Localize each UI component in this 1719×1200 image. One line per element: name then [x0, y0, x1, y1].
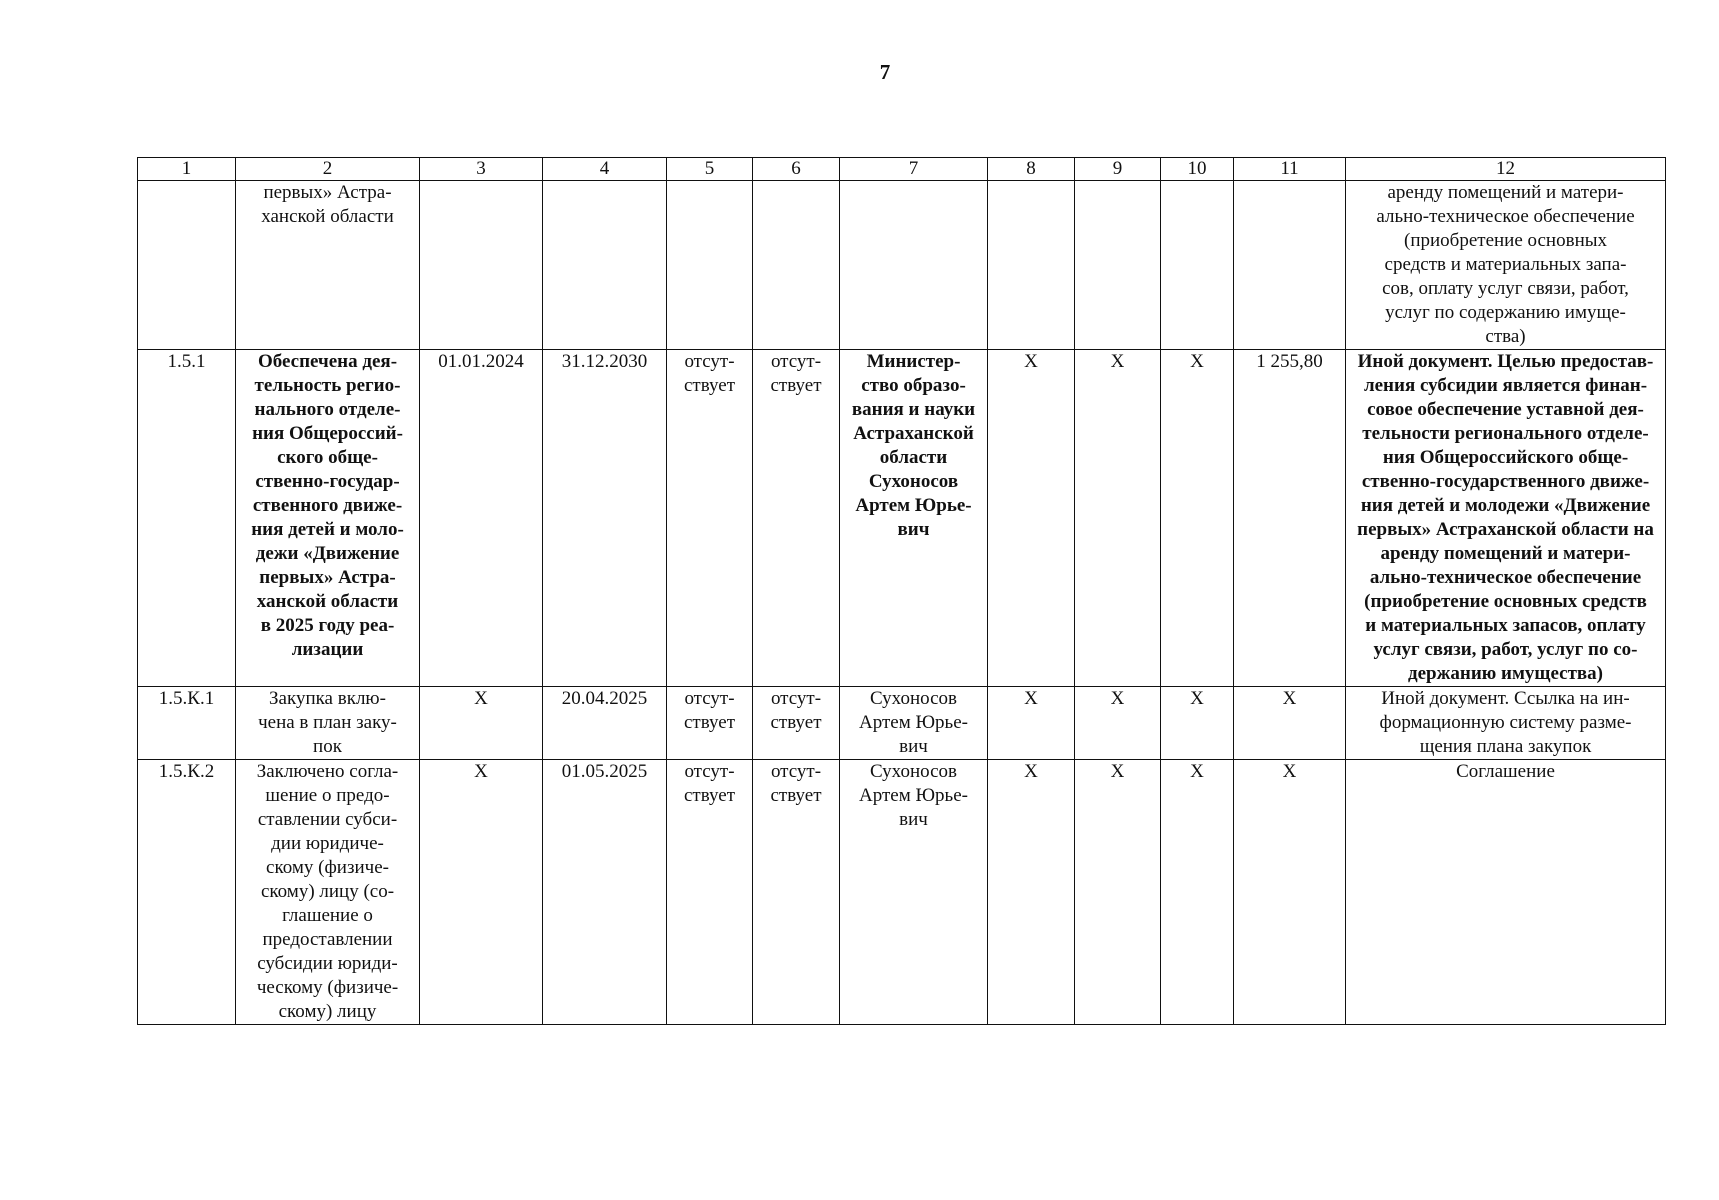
- header-cell: 10: [1161, 158, 1234, 181]
- header-cell: 4: [543, 158, 667, 181]
- table-cell-start-date: X: [420, 687, 543, 760]
- table-cell-amount: 1 255,80: [1234, 350, 1346, 687]
- table-cell-document: Иной документ. Ссылка на ин- формационную систему разме- щения плана закупок: [1346, 687, 1666, 760]
- table-cell-end-date: 31.12.2030: [543, 350, 667, 687]
- table-cell-col9: [1075, 181, 1161, 350]
- table-cell-col10: X: [1161, 760, 1234, 1025]
- table-cell-col8: X: [988, 350, 1075, 687]
- table-cell-responsible: Сухоносов Артем Юрье- вич: [840, 760, 988, 1025]
- table-cell-number: 1.5.1: [138, 350, 236, 687]
- table-cell-number: 1.5.К.2: [138, 760, 236, 1025]
- table-cell-col10: X: [1161, 350, 1234, 687]
- header-cell: 11: [1234, 158, 1346, 181]
- table-cell-col8: X: [988, 760, 1075, 1025]
- table-cell-col8: [988, 181, 1075, 350]
- table-cell-end-date: 01.05.2025: [543, 760, 667, 1025]
- table-cell-result: Закупка вклю- чена в план заку- пок: [236, 687, 420, 760]
- table-cell-end-date: 20.04.2025: [543, 687, 667, 760]
- table-cell-col5: [667, 181, 753, 350]
- data-table: [137, 157, 1666, 1025]
- header-cell: 5: [667, 158, 753, 181]
- header-cell: 1: [138, 158, 236, 181]
- table-cell-document: аренду помещений и матери- ально-техническое обеспечение (приобретение основных средств и материальных запа- сов, оплату услуг связи, работ, услуг по содержанию имуще- ства): [1346, 181, 1666, 350]
- table-cell-end-date: [543, 181, 667, 350]
- table-row: [138, 181, 1666, 350]
- header-cell: 6: [753, 158, 840, 181]
- table-cell-col6: отсут- ствует: [753, 350, 840, 687]
- table-cell-amount: [1234, 181, 1346, 350]
- table-cell-col9: X: [1075, 350, 1161, 687]
- table-cell-col6: [753, 181, 840, 350]
- table-cell-responsible: Министер- ство образо- вания и науки Астраханской области Сухоносов Артем Юрье- вич: [840, 350, 988, 687]
- header-cell: 7: [840, 158, 988, 181]
- table-cell-col8: X: [988, 687, 1075, 760]
- table-cell-document: Соглашение: [1346, 760, 1666, 1025]
- table-cell-number: [138, 181, 236, 350]
- table-cell-amount: X: [1234, 760, 1346, 1025]
- table-cell-result: Заключено согла- шение о предо- ставлении субси- дии юридиче- скому (физиче- скому) лицу (со- глашение о предоставлении субсидии юриди- ческому (физиче- скому) лицу: [236, 760, 420, 1025]
- table-row: [138, 687, 1666, 760]
- table-cell-start-date: [420, 181, 543, 350]
- table-row: [138, 760, 1666, 1025]
- table-cell-start-date: X: [420, 760, 543, 1025]
- table-cell-col9: X: [1075, 760, 1161, 1025]
- header-cell: 8: [988, 158, 1075, 181]
- table-cell-col6: отсут- ствует: [753, 687, 840, 760]
- table-cell-result: первых» Астра- ханской области: [236, 181, 420, 350]
- page-number: 7: [879, 60, 891, 84]
- table-cell-col9: X: [1075, 687, 1161, 760]
- table-cell-col5: отсут- ствует: [667, 687, 753, 760]
- table-cell-col10: X: [1161, 687, 1234, 760]
- header-cell: 3: [420, 158, 543, 181]
- table-row: [138, 350, 1666, 687]
- table-cell-responsible: [840, 181, 988, 350]
- table-cell-col10: [1161, 181, 1234, 350]
- header-cell: 2: [236, 158, 420, 181]
- table-cell-amount: X: [1234, 687, 1346, 760]
- header-cell: 9: [1075, 158, 1161, 181]
- table-cell-col6: отсут- ствует: [753, 760, 840, 1025]
- table-cell-col5: отсут- ствует: [667, 760, 753, 1025]
- header-cell: 12: [1346, 158, 1666, 181]
- header-row: [138, 158, 1666, 181]
- table-cell-col5: отсут- ствует: [667, 350, 753, 687]
- table-cell-responsible: Сухоносов Артем Юрье- вич: [840, 687, 988, 760]
- table-cell-number: 1.5.К.1: [138, 687, 236, 760]
- table-cell-result: Обеспечена дея- тельность регио- нального отделе- ния Общероссий- ского обще- ственно-государ- ственного движе- ния детей и моло- дежи «Движение первых» Астра- ханской области в 2025 году реа- лизации: [236, 350, 420, 687]
- table-cell-start-date: 01.01.2024: [420, 350, 543, 687]
- table-cell-document: Иной документ. Целью предостав- ления субсидии является финан- совое обеспечение уставной дея- тельности регионального отделе- ния Общероссийского обще- ственно-государственного движе- ния детей и молодежи «Движение первых» Астраханской области на аренду помещений и матери- ально-техническое обеспечение (приобретение основных средств и материальных запасов, оплату услуг связи, работ, услуг по со- держанию имущества): [1346, 350, 1666, 687]
